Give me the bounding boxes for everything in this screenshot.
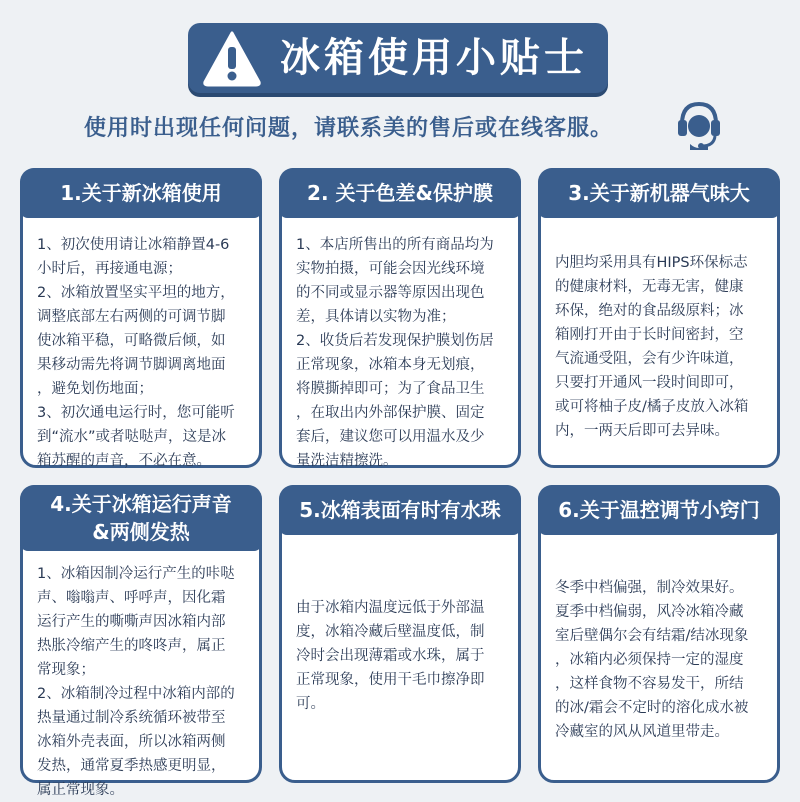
card-heading: 6.关于温控调节小窍门 — [538, 485, 780, 535]
tip-card-noise-heat — [20, 485, 262, 798]
card-body: 内胆均采用具有HIPS环保标志 的健康材料，无毒无害，健康 环保，绝对的食品级原料；冰 箱刚打开由于长时间密封，空 气流通受阻，会有少许味道， 只要打开通风一段时间即可， 或可将柚子皮/橘子皮放入冰箱 内，一两天后即可去异味。 — [555, 255, 749, 439]
tip-card-water-drops — [279, 485, 521, 783]
title-banner — [188, 23, 608, 93]
tip-card-new-fridge — [20, 168, 262, 468]
headset-icon — [676, 100, 722, 152]
tip-card-odor — [538, 168, 780, 468]
card-heading: 4.关于冰箱运行声音 &两侧发热 — [20, 485, 262, 551]
page-title: 冰箱使用小贴士 — [280, 35, 588, 81]
tip-card-temperature — [538, 485, 780, 783]
card-heading: 2. 关于色差&保护膜 — [279, 168, 521, 218]
warning-triangle-icon — [202, 29, 262, 87]
card-body: 冬季中档偏强，制冷效果好。 夏季中档偏弱，风冷冰箱冷藏 室后壁偶尔会有结霜/结冰现象 ，冰箱内必须保持一定的湿度 ，这样食物不容易发干，所结 的冰/霜会不定时的溶化成水被 冷藏室的风从风道里带走。 — [555, 580, 749, 740]
card-body: 1、冰箱因制冷运行产生的咔哒 声、嗡嗡声、呼呼声，因化霜 运行产生的嘶嘶声因冰箱内部 热胀冷缩产生的咚咚声，属正 常现象； 2、冰箱制冷过程中冰箱内部的 热量通过制冷系统循环被带至 冰箱外壳表面，所以冰箱两侧 发热，通常夏季热感更明显， 属正常现象。 — [37, 566, 235, 798]
tip-card-color-film — [279, 168, 521, 468]
card-body: 由于冰箱内温度远低于外部温 度，冰箱冷藏后壁温度低，制 冷时会出现薄霜或水珠，属于 正常现象，使用干毛巾擦净即 可。 — [296, 600, 485, 712]
page-subtitle: 使用时出现任何问题，请联系美的售后或在线客服。 — [84, 116, 614, 141]
card-body: 1、本店所售出的所有商品均为 实物拍摄，可能会因光线环境 的不同或显示器等原因出现色 差，具体请以实物为准； 2、收货后若发现保护膜划伤居 正常现象，冰箱本身无划痕， 将膜撕掉即可；为了食品卫生 ，在取出内外部保护膜、固定 套后，建议您可以用温水及少 量洗洁精擦洗。 — [296, 237, 494, 469]
card-heading: 1.关于新冰箱使用 — [20, 168, 262, 218]
card-heading: 5.冰箱表面有时有水珠 — [279, 485, 521, 535]
card-heading: 3.关于新机器气味大 — [538, 168, 780, 218]
card-body: 1、初次使用请让冰箱静置4-6 小时后，再接通电源； 2、冰箱放置坚实平坦的地方， 调整底部左右两侧的可调节脚 使冰箱平稳，可略微后倾，如 果移动需先将调节脚调离地面 ，避免划伤地面； 3、初次通电运行时，您可能听 到“流水”或者哒哒声，这是冰 箱苏醒的声音，不必在意。 — [37, 237, 235, 469]
